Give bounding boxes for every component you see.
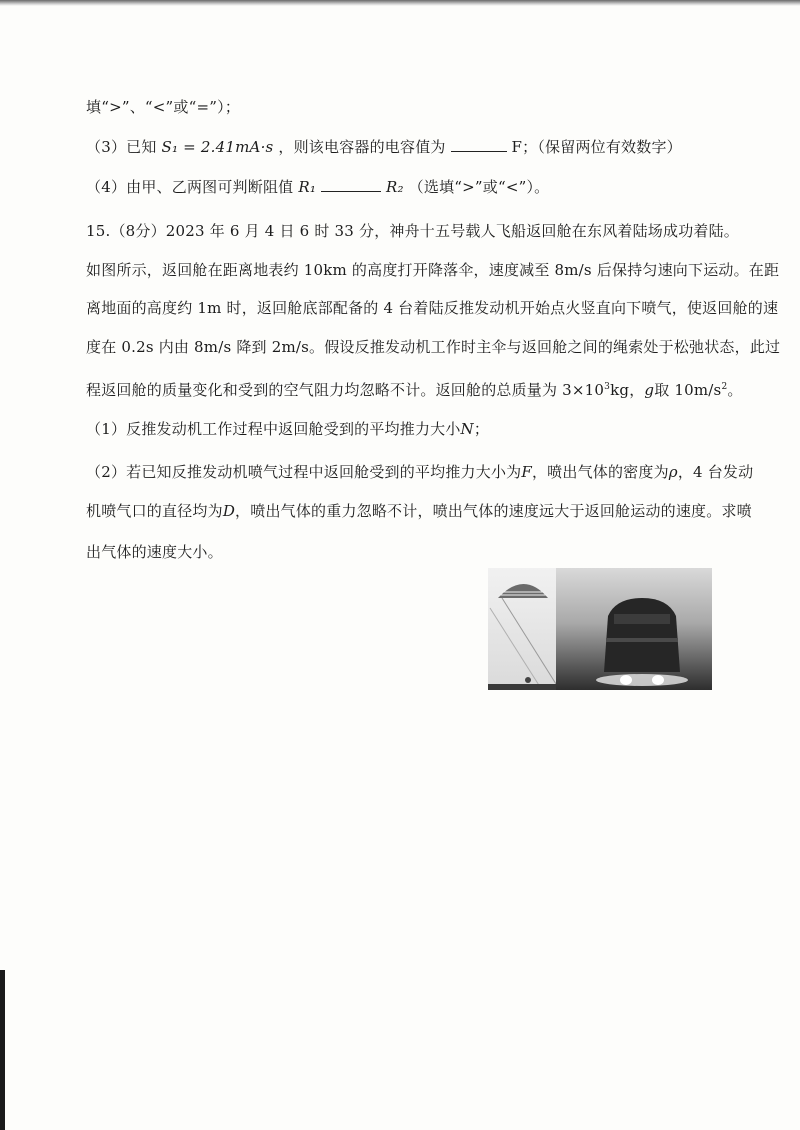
q14-part3-unit: F；（保留两位有效数字） — [511, 138, 682, 156]
photo-main-capsule — [556, 568, 712, 690]
thrust-variable: N — [460, 420, 474, 438]
exponent: 2 — [721, 382, 728, 392]
q15-header: 15.（8分）2023 年 6 月 4 日 6 时 33 分，神舟十五号载人飞船返回舱在东风着陆场成功着陆。 — [86, 222, 740, 240]
resistor-r1: R₁ — [298, 178, 317, 196]
q15-part2-text: ，4 台发动 — [677, 463, 754, 481]
q15-part2-text: 机喷气口的直径均为 — [86, 502, 223, 520]
q15-part2-text: ，喷出气体的密度为 — [531, 463, 669, 481]
q14-part3-mid: ，则该电容器的电容值为 — [278, 138, 446, 156]
q15-mass-prefix: 程返回舱的质量变化和受到的空气阻力均忽略不计。返回舱的总质量为 3×10 — [86, 381, 605, 399]
q15-g-end: 。 — [727, 381, 743, 399]
scan-edge-top — [0, 0, 800, 6]
density-variable: ρ — [668, 463, 678, 481]
return-capsule-photo — [488, 568, 712, 690]
q15-part2-text: ，喷出气体的重力忽略不计，喷出气体的速度远大于返回舱运动的速度。求喷 — [235, 502, 752, 520]
q15-part2-line3: 出气体的速度大小。 — [86, 543, 223, 561]
q15-part2-line2 — [86, 501, 752, 521]
force-variable: F — [521, 463, 532, 481]
resistor-r2: R₂ — [385, 178, 404, 196]
q14-part4-prefix: （4）由甲、乙两图可判断阻值 — [86, 178, 294, 196]
diameter-variable: D — [222, 502, 236, 520]
q14-part4-suffix: （选填“>”或“<”）。 — [408, 178, 550, 196]
q15-part1-text: （1）反推发动机工作过程中返回舱受到的平均推力大小 — [86, 420, 461, 438]
q15-part2-text: （2）若已知反推发动机喷气过程中返回舱受到的平均推力大小为 — [86, 463, 522, 481]
q14-part4 — [86, 177, 549, 197]
parachute-descent-icon — [488, 568, 556, 690]
q15-body-line: 如图所示，返回舱在距离地表约 10km 的高度打开降落伞，速度减至 8m/s 后保持匀速向下运动。在距 — [86, 261, 780, 279]
q15-body-line: 度在 0.2s 内由 8m/s 降到 2m/s。假设反推发动机工作时主伞与返回舱之间的绳索处于松弛状态，此过 — [86, 338, 781, 356]
answer-blank — [321, 177, 381, 192]
q15-part2-line1 — [86, 462, 753, 482]
q14-part3-math: S₁ = 2.41mA·s — [161, 138, 274, 156]
exponent: 3 — [604, 382, 611, 392]
q14-fill-hint: 填“>”、“<”或“=”）； — [86, 98, 241, 116]
q15-g-value: 取 10m/s — [654, 381, 722, 399]
q15-part1-end: ； — [473, 420, 490, 438]
q15-part1 — [86, 419, 489, 439]
answer-blank — [451, 137, 507, 152]
q14-part3-prefix: （3）已知 — [86, 138, 157, 156]
photo-inset-parachute — [488, 568, 556, 690]
q15-body-line: 离地面的高度约 1m 时，返回舱底部配备的 4 台着陆反推发动机开始点火竖直向下喷气，使返回舱的速 — [86, 299, 779, 317]
gravity-symbol: g — [644, 381, 655, 399]
q14-part3 — [86, 137, 682, 157]
q15-mass-line — [86, 377, 743, 400]
scan-edge-left — [0, 970, 5, 1130]
capsule-icon — [556, 568, 712, 690]
q15-mass-mid: kg， — [610, 381, 645, 399]
